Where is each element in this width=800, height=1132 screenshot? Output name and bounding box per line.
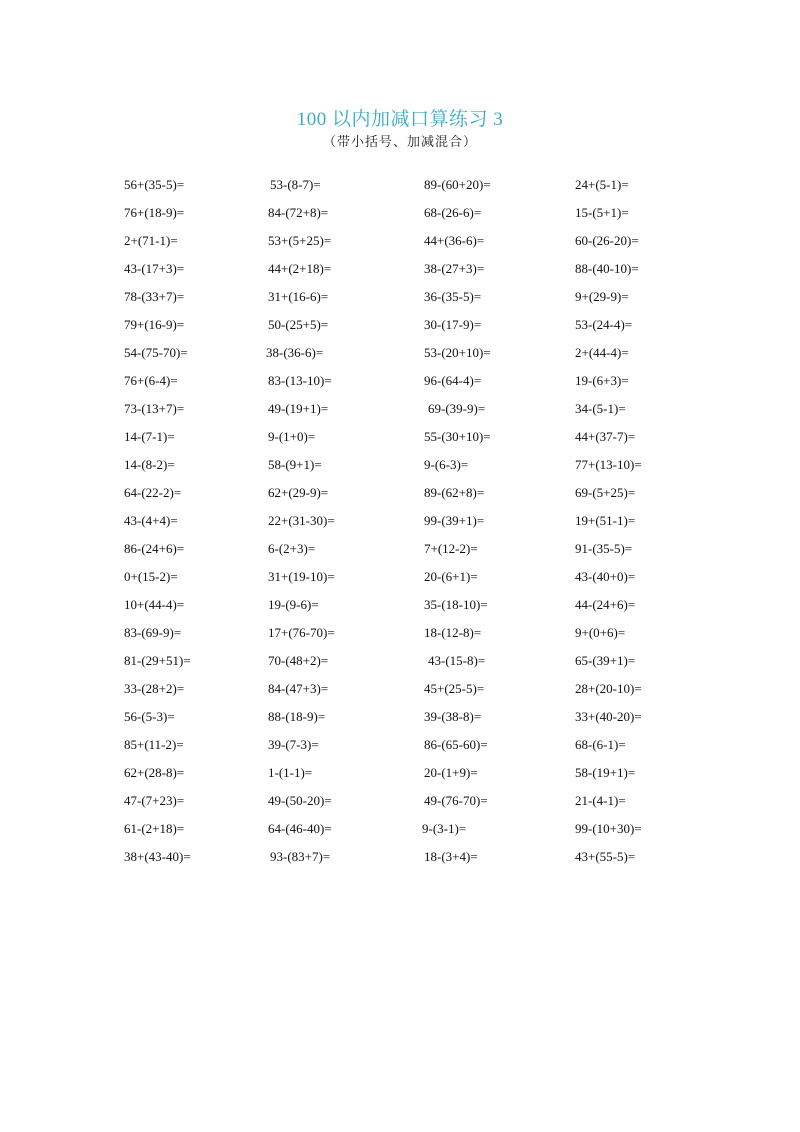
math-problem: 31+(16-6)= xyxy=(268,289,329,304)
math-problem: 19+(51-1)= xyxy=(575,513,636,528)
math-problem: 49-(19+1)= xyxy=(268,401,329,416)
math-problem: 30-(17-9)= xyxy=(424,317,482,332)
math-problem: 1-(1-1)= xyxy=(268,765,313,780)
math-problem: 88-(40-10)= xyxy=(575,261,639,276)
problem-row xyxy=(0,624,800,652)
math-problem: 43-(40+0)= xyxy=(575,569,636,584)
problem-row xyxy=(0,680,800,708)
problem-row xyxy=(0,456,800,484)
math-problem: 53-(24-4)= xyxy=(575,317,633,332)
math-problem: 86-(65-60)= xyxy=(424,737,488,752)
math-problem: 45+(25-5)= xyxy=(424,681,485,696)
math-problem: 49-(50-20)= xyxy=(268,793,332,808)
math-problem: 89-(62+8)= xyxy=(424,485,485,500)
math-problem: 9-(6-3)= xyxy=(424,457,469,472)
math-problem: 33-(28+2)= xyxy=(124,681,185,696)
math-problem: 43+(55-5)= xyxy=(575,849,636,864)
math-problem: 9+(29-9)= xyxy=(575,289,629,304)
problem-row xyxy=(0,372,800,400)
problem-row xyxy=(0,204,800,232)
math-problem: 65-(39+1)= xyxy=(575,653,636,668)
math-problem: 69-(5+25)= xyxy=(575,485,636,500)
math-problem: 99-(39+1)= xyxy=(424,513,485,528)
math-problem: 83-(69-9)= xyxy=(124,625,182,640)
math-problem: 21-(4-1)= xyxy=(575,793,626,808)
problem-row xyxy=(0,232,800,260)
math-problem: 55-(30+10)= xyxy=(424,429,491,444)
math-problem: 18-(3+4)= xyxy=(424,849,478,864)
math-problem: 49-(76-70)= xyxy=(424,793,488,808)
math-problem: 53-(20+10)= xyxy=(424,345,491,360)
problem-row xyxy=(0,176,800,204)
math-problem: 18-(12-8)= xyxy=(424,625,482,640)
math-problem: 0+(15-2)= xyxy=(124,569,178,584)
problem-row xyxy=(0,512,800,540)
problem-row xyxy=(0,316,800,344)
problem-row xyxy=(0,568,800,596)
math-problem: 38-(36-6)= xyxy=(266,345,324,360)
math-problem: 64-(22-2)= xyxy=(124,485,182,500)
math-problem: 99-(10+30)= xyxy=(575,821,642,836)
math-problem: 14-(7-1)= xyxy=(124,429,175,444)
math-problem: 20-(6+1)= xyxy=(424,569,478,584)
math-problem: 9-(3-1)= xyxy=(422,821,467,836)
math-problem: 9-(1+0)= xyxy=(268,429,316,444)
math-problem: 38+(43-40)= xyxy=(124,849,191,864)
math-problem: 2+(44-4)= xyxy=(575,345,629,360)
math-problem: 39-(38-8)= xyxy=(424,709,482,724)
math-problem: 89-(60+20)= xyxy=(424,177,491,192)
math-problem: 54-(75-70)= xyxy=(124,345,188,360)
math-problem: 77+(13-10)= xyxy=(575,457,642,472)
math-problem: 43-(4+4)= xyxy=(124,513,178,528)
problem-row xyxy=(0,428,800,456)
math-problem: 88-(18-9)= xyxy=(268,709,326,724)
math-problem: 68-(6-1)= xyxy=(575,737,626,752)
math-problem: 31+(19-10)= xyxy=(268,569,335,584)
math-problem: 17+(76-70)= xyxy=(268,625,335,640)
math-problem: 36-(35-5)= xyxy=(424,289,482,304)
math-problem: 60-(26-20)= xyxy=(575,233,639,248)
math-problem: 20-(1+9)= xyxy=(424,765,478,780)
problem-row xyxy=(0,540,800,568)
math-problem: 38-(27+3)= xyxy=(424,261,485,276)
math-problem: 58-(19+1)= xyxy=(575,765,636,780)
problem-row xyxy=(0,708,800,736)
math-problem: 33+(40-20)= xyxy=(575,709,642,724)
math-problem: 84-(47+3)= xyxy=(268,681,329,696)
math-problem: 58-(9+1)= xyxy=(268,457,322,472)
math-problem: 43-(17+3)= xyxy=(124,261,185,276)
math-problem: 44+(36-6)= xyxy=(424,233,485,248)
math-problem: 56+(35-5)= xyxy=(124,177,185,192)
problem-row xyxy=(0,792,800,820)
math-problem: 10+(44-4)= xyxy=(124,597,185,612)
math-problem: 70-(48+2)= xyxy=(268,653,329,668)
math-problem: 68-(26-6)= xyxy=(424,205,482,220)
problem-row xyxy=(0,344,800,372)
problem-row xyxy=(0,820,800,848)
math-problem: 19-(9-6)= xyxy=(268,597,319,612)
math-problem: 81-(29+51)= xyxy=(124,653,191,668)
math-problem: 93-(83+7)= xyxy=(270,849,331,864)
math-problem: 61-(2+18)= xyxy=(124,821,185,836)
problem-row xyxy=(0,484,800,512)
problem-row xyxy=(0,764,800,792)
math-problem: 14-(8-2)= xyxy=(124,457,175,472)
math-problem: 56-(5-3)= xyxy=(124,709,175,724)
math-problem: 6-(2+3)= xyxy=(268,541,316,556)
math-problem: 28+(20-10)= xyxy=(575,681,642,696)
problem-grid xyxy=(0,176,800,876)
math-problem: 76+(6-4)= xyxy=(124,373,178,388)
page-title: 100 以内加减口算练习 3 xyxy=(296,109,504,130)
math-problem: 15-(5+1)= xyxy=(575,205,629,220)
math-problem: 35-(18-10)= xyxy=(424,597,488,612)
math-problem: 44+(37-7)= xyxy=(575,429,636,444)
math-problem: 69-(39-9)= xyxy=(428,401,486,416)
math-problem: 76+(18-9)= xyxy=(124,205,185,220)
math-problem: 44+(2+18)= xyxy=(268,261,332,276)
problem-row xyxy=(0,652,800,680)
problem-row xyxy=(0,288,800,316)
math-problem: 24+(5-1)= xyxy=(575,177,629,192)
math-problem: 50-(25+5)= xyxy=(268,317,329,332)
math-problem: 53-(8-7)= xyxy=(270,177,321,192)
problem-row xyxy=(0,848,800,876)
math-problem: 9+(0+6)= xyxy=(575,625,626,640)
math-problem: 79+(16-9)= xyxy=(124,317,185,332)
math-problem: 53+(5+25)= xyxy=(268,233,332,248)
problem-row xyxy=(0,596,800,624)
math-problem: 91-(35-5)= xyxy=(575,541,633,556)
math-problem: 62+(29-9)= xyxy=(268,485,329,500)
problem-row xyxy=(0,736,800,764)
math-problem: 96-(64-4)= xyxy=(424,373,482,388)
math-problem: 73-(13+7)= xyxy=(124,401,185,416)
math-problem: 47-(7+23)= xyxy=(124,793,185,808)
math-problem: 64-(46-40)= xyxy=(268,821,332,836)
problem-row xyxy=(0,400,800,428)
math-problem: 62+(28-8)= xyxy=(124,765,185,780)
math-problem: 83-(13-10)= xyxy=(268,373,332,388)
math-problem: 39-(7-3)= xyxy=(268,737,319,752)
math-problem: 84-(72+8)= xyxy=(268,205,329,220)
math-problem: 44-(24+6)= xyxy=(575,597,636,612)
math-problem: 86-(24+6)= xyxy=(124,541,185,556)
math-problem: 7+(12-2)= xyxy=(424,541,478,556)
problem-row xyxy=(0,260,800,288)
math-problem: 34-(5-1)= xyxy=(575,401,626,416)
math-problem: 85+(11-2)= xyxy=(124,737,184,752)
math-problem: 43-(15-8)= xyxy=(428,653,486,668)
page-subtitle: （带小括号、加减混合） xyxy=(322,134,477,149)
math-problem: 19-(6+3)= xyxy=(575,373,629,388)
math-problem: 22+(31-30)= xyxy=(268,513,335,528)
math-problem: 2+(71-1)= xyxy=(124,233,178,248)
math-problem: 78-(33+7)= xyxy=(124,289,185,304)
